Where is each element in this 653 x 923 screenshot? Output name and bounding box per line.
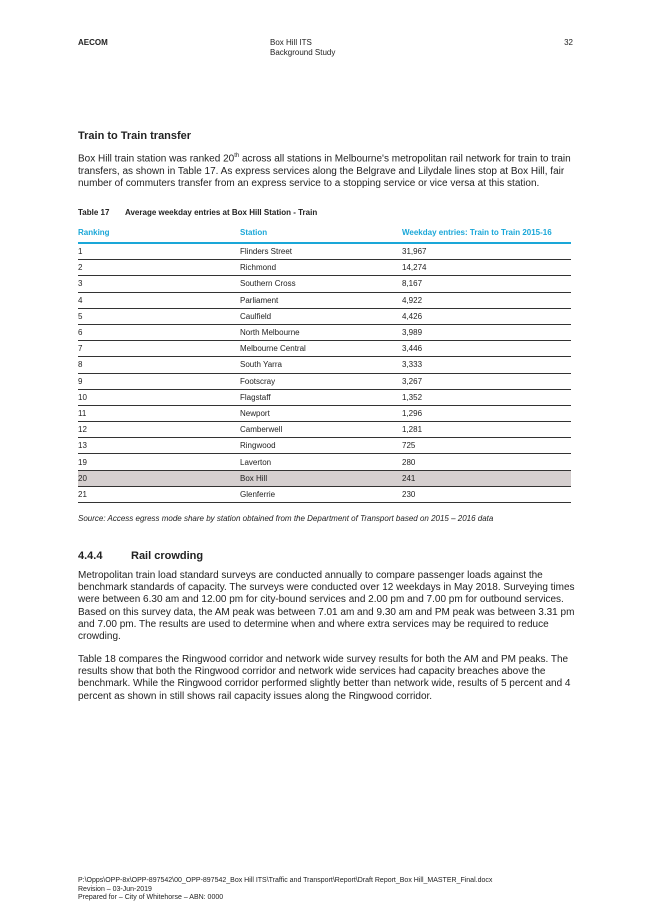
cell-station: Melbourne Central [240,341,402,357]
transfer-paragraph [78,150,575,190]
cell-ranking: 4 [78,292,240,308]
cell-station: Southern Cross [240,276,402,292]
cell-ranking: 1 [78,243,240,260]
table-row [78,243,571,260]
column-header-ranking: Ranking [78,228,110,237]
table-caption [78,208,317,217]
page-footer [78,877,492,903]
cell-entries: 230 [402,486,571,502]
cell-station: Flinders Street [240,243,402,260]
cell-station: North Melbourne [240,324,402,340]
cell-ranking: 8 [78,357,240,373]
cell-entries: 1,352 [402,389,571,405]
cell-station: Box Hill [240,470,402,486]
table-row [78,422,571,438]
transfer-paragraph-sup: th [234,153,240,159]
section-heading-crowding [78,550,203,562]
crowding-paragraph-1: Metropolitan train load standard surveys are conducted annually to compare passenger loads against the benchmark standards of capacity. The surveys were conducted over 12 weekdays in May 2018. Surveying times were between 6.30 am and 12.00 pm for city-bound services and 2.00 pm and 7.00 pm for outbound services. Based on this survey data, the AM peak was between 7.01 am and 9.30 am and PM peak was between 3.31 pm and 7.00 pm. The results are used to determine when and where extra services may be required to reduce crowding. [78,570,575,643]
cell-ranking: 19 [78,454,240,470]
cell-ranking: 13 [78,438,240,454]
footer-revision: Revision – 03-Jun-2019 [78,885,152,893]
cell-ranking: 6 [78,324,240,340]
cell-ranking: 7 [78,341,240,357]
table-row [78,341,571,357]
cell-entries: 280 [402,454,571,470]
cell-station: Caulfield [240,308,402,324]
header-doc-title-line1: Box Hill ITS [270,38,312,47]
cell-entries: 14,274 [402,260,571,276]
cell-ranking: 21 [78,486,240,502]
crowding-paragraph-2: Table 18 compares the Ringwood corridor and network wide survey results for both the AM and PM peaks. The results show that both the Ringwood corridor and network wide services had capacity breaches above the benchmark. While the Ringwood corridor performed slightly better than network wide, results of 5 percent and 4 percent as shown in still shows rail capacity issues along the Ringwood corridor. [78,654,571,702]
cell-station: Laverton [240,454,402,470]
column-header-station: Station [240,228,268,237]
cell-ranking: 11 [78,405,240,421]
header-doc-title [270,38,335,58]
cell-ranking: 12 [78,422,240,438]
cell-ranking: 9 [78,373,240,389]
cell-entries: 3,333 [402,357,571,373]
table-source-note: Source: Access egress mode share by station obtained from the Department of Transport based on 2015 – 2016 data [78,514,494,523]
table-row [78,405,571,421]
table-row [78,292,571,308]
cell-entries: 3,267 [402,373,571,389]
header-company: AECOM [78,38,108,47]
cell-ranking: 20 [78,470,240,486]
cell-entries: 3,989 [402,324,571,340]
cell-entries: 3,446 [402,341,571,357]
table-row [78,357,571,373]
cell-station: Richmond [240,260,402,276]
cell-station: Glenferrie [240,486,402,502]
cell-ranking: 10 [78,389,240,405]
cell-station: South Yarra [240,357,402,373]
cell-station: Parliament [240,292,402,308]
cell-entries: 4,426 [402,308,571,324]
cell-entries: 31,967 [402,243,571,260]
section-number: 4.4.4 [78,550,103,562]
table-row [78,454,571,470]
table-row [78,260,571,276]
cell-station: Ringwood [240,438,402,454]
table-row [78,373,571,389]
cell-entries: 1,281 [402,422,571,438]
footer-prepared-for: Prepared for – City of Whitehorse – ABN: 0000 [78,894,224,902]
cell-station: Newport [240,405,402,421]
table-header-row [78,224,571,243]
table-caption-text: Average weekday entries at Box Hill Station - Train [125,208,318,217]
transfer-paragraph-start: Box Hill train station was ranked 20 [78,153,235,165]
table-row [78,308,571,324]
section-title: Rail crowding [131,550,204,562]
table-row [78,276,571,292]
header-doc-title-line2: Background Study [270,48,336,57]
station-entries-table [78,224,571,503]
cell-entries: 8,167 [402,276,571,292]
cell-ranking: 2 [78,260,240,276]
column-header-entries: Weekday entries: Train to Train 2015-16 [402,228,552,237]
table-caption-number: Table 17 [78,208,110,217]
cell-station: Footscray [240,373,402,389]
cell-entries: 725 [402,438,571,454]
cell-ranking: 3 [78,276,240,292]
table-row [78,389,571,405]
cell-entries: 4,922 [402,292,571,308]
cell-ranking: 5 [78,308,240,324]
cell-station: Flagstaff [240,389,402,405]
section-heading-transfer: Train to Train transfer [78,130,192,142]
table-row [78,324,571,340]
table-row [78,470,571,486]
table-row [78,438,571,454]
transfer-paragraph-rest: across all stations in Melbourne's metropolitan rail network for train to train transfers, as shown in Table 17. As express services along the Belgrave and Lilydale lines stop at Box Hill, fair number of commuters transfer from an express service to a stopping service or vice versa at this station. [78,153,571,189]
table-row [78,486,571,502]
cell-entries: 1,296 [402,405,571,421]
header-page-number: 32 [564,38,573,47]
cell-station: Camberwell [240,422,402,438]
footer-file-path: P:\Opps\OPP-8x\OPP-897542\00_OPP-897542_Box Hill ITS\Traffic and Transport\Report\Draft Report_Box Hill_MASTER_Final.docx [78,877,493,884]
cell-entries: 241 [402,470,571,486]
